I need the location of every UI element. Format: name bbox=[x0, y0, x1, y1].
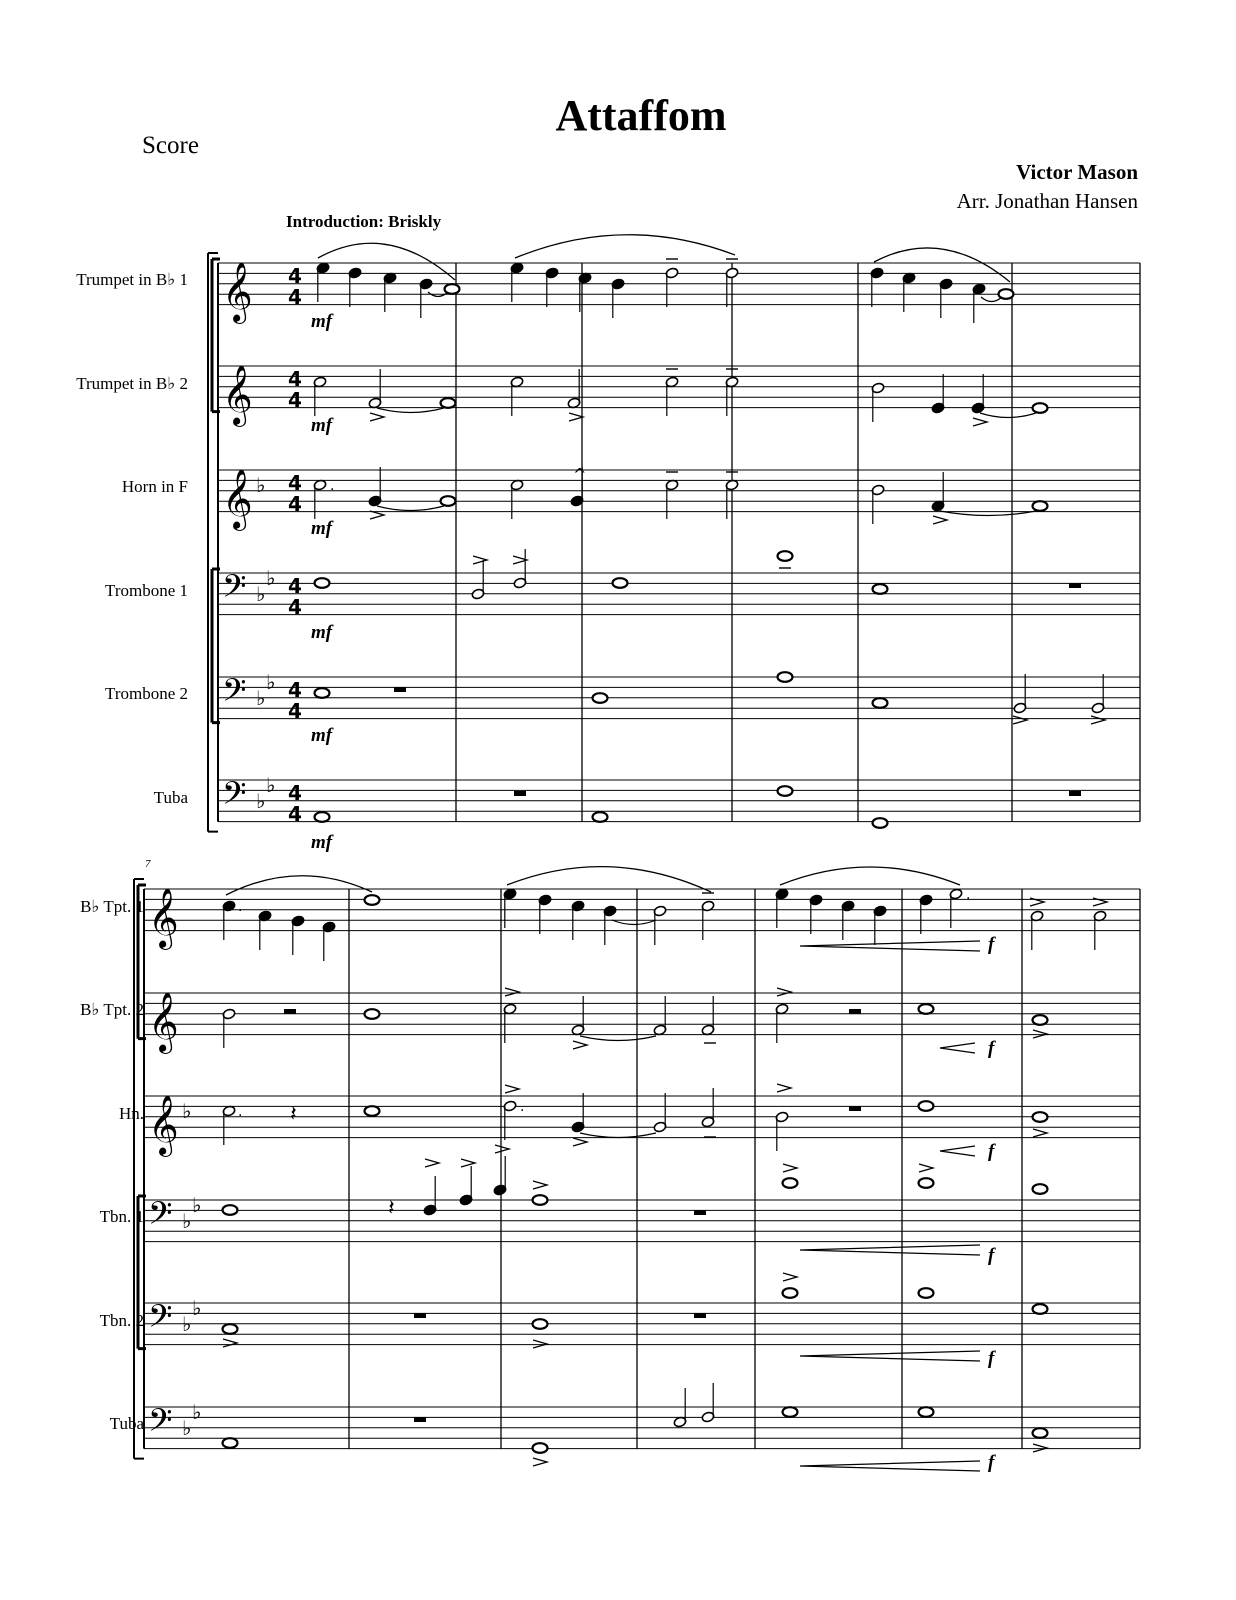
tie-icon bbox=[980, 413, 1036, 418]
time-signature-denominator: 4 bbox=[288, 388, 302, 412]
crescendo-hairpin-icon bbox=[800, 1461, 980, 1471]
accent-icon bbox=[223, 1339, 237, 1347]
accent-icon bbox=[505, 988, 519, 996]
whole-note bbox=[533, 1195, 548, 1205]
marcato-icon: ^ bbox=[573, 465, 587, 484]
crescendo-hairpin-icon bbox=[800, 1351, 980, 1361]
treble-clef-icon: 𝄞 bbox=[148, 992, 179, 1052]
time-signature-denominator: 4 bbox=[288, 699, 302, 723]
dot: . bbox=[330, 478, 335, 494]
accent-icon bbox=[569, 413, 583, 421]
flat-icon: ♭ bbox=[182, 1209, 192, 1233]
flat-icon: ♭ bbox=[192, 1296, 202, 1320]
accent-icon bbox=[505, 1085, 519, 1093]
crescendo-hairpin-icon bbox=[800, 1245, 980, 1255]
flat-icon: ♭ bbox=[192, 1193, 202, 1217]
instrument-abbrev-horn: Hn. bbox=[118, 1104, 144, 1123]
whole-note bbox=[919, 1288, 934, 1298]
time-signature-denominator: 4 bbox=[288, 802, 302, 826]
dynamic-marking: f bbox=[988, 1038, 995, 1059]
bass-clef-icon: 𝄢 bbox=[148, 1402, 173, 1446]
dynamic-marking: mf bbox=[311, 832, 333, 853]
slur-icon bbox=[507, 867, 711, 892]
whole-note bbox=[223, 1324, 238, 1334]
whole-rest bbox=[1069, 791, 1081, 796]
accent-icon bbox=[1033, 1129, 1047, 1137]
whole-note bbox=[315, 688, 330, 698]
flat-icon: ♭ bbox=[182, 1312, 192, 1336]
slur-icon bbox=[515, 235, 735, 258]
slur-icon bbox=[226, 876, 372, 895]
whole-note bbox=[1033, 1015, 1048, 1025]
instrument-abbrev-tuba: Tuba bbox=[109, 1414, 144, 1433]
accent-icon bbox=[933, 516, 947, 524]
accent-icon bbox=[783, 1164, 797, 1172]
flat-icon: ♭ bbox=[256, 582, 266, 606]
instrument-name-tuba: Tuba bbox=[153, 788, 188, 807]
instrument-abbrev-trombone-2: Tbn. 2 bbox=[99, 1311, 144, 1330]
dot: . bbox=[238, 899, 243, 915]
tie-icon bbox=[377, 506, 444, 511]
instrument-name-trombone-1: Trombone 1 bbox=[105, 581, 188, 600]
whole-note bbox=[1033, 1112, 1048, 1122]
flat-icon: ♭ bbox=[266, 773, 276, 797]
crescendo-hairpin-icon bbox=[940, 1146, 975, 1156]
whole-rest bbox=[514, 791, 526, 796]
dynamic-marking: f bbox=[988, 1452, 995, 1473]
accent-icon bbox=[533, 1340, 547, 1348]
accent-icon bbox=[783, 1273, 797, 1281]
tie-icon bbox=[580, 1133, 656, 1138]
flat-icon: ♭ bbox=[256, 473, 266, 497]
time-signature-denominator: 4 bbox=[288, 492, 302, 516]
accent-icon bbox=[461, 1159, 475, 1167]
whole-rest bbox=[849, 1106, 861, 1111]
accent-icon bbox=[919, 1164, 933, 1172]
accent-icon bbox=[1033, 1030, 1047, 1038]
dynamic-marking: f bbox=[988, 1141, 995, 1162]
instrument-name-trumpet-2: Trumpet in B♭ 2 bbox=[76, 374, 188, 393]
whole-note bbox=[919, 1407, 934, 1417]
accent-icon bbox=[533, 1458, 547, 1466]
instrument-name-horn: Horn in F bbox=[121, 477, 188, 496]
dynamic-marking: mf bbox=[311, 725, 333, 746]
crescendo-hairpin-icon bbox=[800, 941, 980, 951]
time-signature-numerator: 4 bbox=[288, 678, 302, 702]
accent-icon bbox=[973, 418, 987, 426]
bass-clef-icon: 𝄢 bbox=[222, 568, 247, 612]
time-signature-numerator: 4 bbox=[288, 781, 302, 805]
whole-note bbox=[1033, 1304, 1048, 1314]
flat-icon: ♭ bbox=[266, 566, 276, 590]
whole-note bbox=[1033, 1428, 1048, 1438]
whole-note bbox=[873, 698, 888, 708]
quarter-rest-icon: 𝄽 bbox=[290, 1102, 297, 1127]
accent-icon bbox=[425, 1159, 439, 1167]
instrument-abbrev-trumpet-2: B♭ Tpt. 2 bbox=[80, 1000, 144, 1019]
dot: . bbox=[966, 887, 971, 903]
whole-note bbox=[919, 1178, 934, 1188]
accent-icon bbox=[370, 511, 384, 519]
whole-note bbox=[365, 1009, 380, 1019]
time-signature-numerator: 4 bbox=[288, 367, 302, 391]
treble-clef-icon: 𝄞 bbox=[148, 1095, 179, 1155]
whole-rest bbox=[414, 1417, 426, 1422]
accent-icon bbox=[777, 1084, 791, 1092]
score-label: Score bbox=[142, 132, 199, 159]
dynamic-marking: mf bbox=[311, 311, 333, 332]
bass-clef-icon: 𝄢 bbox=[222, 775, 247, 819]
whole-note bbox=[593, 693, 608, 703]
dot: . bbox=[238, 1104, 243, 1120]
tie-icon bbox=[377, 408, 444, 413]
treble-clef-icon: 𝄞 bbox=[222, 469, 253, 529]
time-signature-denominator: 4 bbox=[288, 285, 302, 309]
whole-rest bbox=[849, 1009, 861, 1014]
composer-name: Victor Mason bbox=[1016, 160, 1138, 184]
time-signature-denominator: 4 bbox=[288, 595, 302, 619]
whole-rest bbox=[1069, 583, 1081, 588]
whole-note bbox=[593, 812, 608, 822]
slur-icon bbox=[874, 248, 1010, 282]
bass-clef-icon: 𝄢 bbox=[148, 1195, 173, 1239]
whole-note bbox=[783, 1288, 798, 1298]
instrument-abbrev-trumpet-1: B♭ Tpt. 1 bbox=[80, 897, 144, 916]
flat-icon: ♭ bbox=[182, 1416, 192, 1440]
whole-note bbox=[533, 1319, 548, 1329]
instrument-name-trombone-2: Trombone 2 bbox=[105, 684, 188, 703]
flat-icon: ♭ bbox=[182, 1099, 192, 1123]
whole-note bbox=[783, 1407, 798, 1417]
whole-note bbox=[223, 1438, 238, 1448]
slur-icon bbox=[780, 867, 960, 885]
quarter-rest-icon: 𝄽 bbox=[388, 1196, 395, 1221]
time-signature-numerator: 4 bbox=[288, 264, 302, 288]
accent-icon bbox=[495, 1145, 509, 1153]
whole-note bbox=[533, 1443, 548, 1453]
tie-icon bbox=[981, 297, 1002, 302]
whole-note bbox=[778, 551, 793, 561]
whole-note bbox=[1033, 403, 1048, 413]
arranger-name: Arr. Jonathan Hansen bbox=[956, 189, 1138, 213]
whole-note bbox=[919, 1004, 934, 1014]
whole-rest bbox=[414, 1313, 426, 1318]
flat-icon: ♭ bbox=[192, 1400, 202, 1424]
whole-note bbox=[778, 672, 793, 682]
whole-note bbox=[441, 398, 456, 408]
whole-note bbox=[873, 584, 888, 594]
instrument-abbrev-trombone-1: Tbn. 1 bbox=[99, 1207, 144, 1226]
treble-clef-icon: 𝄞 bbox=[222, 262, 253, 322]
whole-note bbox=[365, 1106, 380, 1116]
whole-rest bbox=[694, 1210, 706, 1215]
page-title: Attaffom bbox=[555, 91, 727, 140]
treble-clef-icon: 𝄞 bbox=[222, 365, 253, 425]
tempo-marking: Introduction: Briskly bbox=[286, 212, 442, 231]
flat-icon: ♭ bbox=[256, 789, 266, 813]
whole-note bbox=[873, 818, 888, 828]
whole-rest bbox=[694, 1313, 706, 1318]
whole-note bbox=[441, 496, 456, 506]
accent-icon bbox=[370, 413, 384, 421]
whole-note bbox=[778, 786, 793, 796]
accent-icon bbox=[1091, 716, 1105, 724]
bass-clef-icon: 𝄢 bbox=[222, 672, 247, 716]
accent-icon bbox=[1013, 716, 1027, 724]
whole-note bbox=[783, 1178, 798, 1188]
flat-icon: ♭ bbox=[256, 686, 266, 710]
instrument-name-trumpet-1: Trumpet in B♭ 1 bbox=[76, 270, 188, 289]
whole-rest bbox=[284, 1009, 296, 1014]
whole-note bbox=[1033, 1184, 1048, 1194]
whole-note bbox=[1033, 501, 1048, 511]
accent-icon bbox=[573, 1138, 587, 1146]
whole-note bbox=[223, 1205, 238, 1215]
bass-clef-icon: 𝄢 bbox=[148, 1298, 173, 1342]
whole-rest bbox=[394, 687, 406, 692]
accent-icon bbox=[473, 556, 487, 564]
whole-note bbox=[613, 578, 628, 588]
flat-icon: ♭ bbox=[266, 670, 276, 694]
time-signature-numerator: 4 bbox=[288, 471, 302, 495]
accent-icon bbox=[1033, 1444, 1047, 1452]
accent-icon bbox=[777, 988, 791, 996]
dynamic-marking: mf bbox=[311, 415, 333, 436]
dynamic-marking: f bbox=[988, 1348, 995, 1369]
dynamic-marking: f bbox=[988, 934, 995, 955]
dynamic-marking: mf bbox=[311, 518, 333, 539]
whole-note bbox=[315, 812, 330, 822]
accent-icon bbox=[573, 1041, 587, 1049]
dot: . bbox=[520, 1099, 525, 1115]
whole-note bbox=[315, 578, 330, 588]
tie-icon bbox=[580, 1036, 656, 1041]
time-signature-numerator: 4 bbox=[288, 574, 302, 598]
dynamic-marking: mf bbox=[311, 622, 333, 643]
whole-note bbox=[365, 895, 380, 905]
treble-clef-icon: 𝄞 bbox=[148, 888, 179, 948]
measure-number: 7 bbox=[145, 858, 151, 870]
accent-icon bbox=[533, 1181, 547, 1189]
dynamic-marking: f bbox=[988, 1245, 995, 1266]
crescendo-hairpin-icon bbox=[940, 1043, 975, 1053]
whole-note bbox=[919, 1101, 934, 1111]
